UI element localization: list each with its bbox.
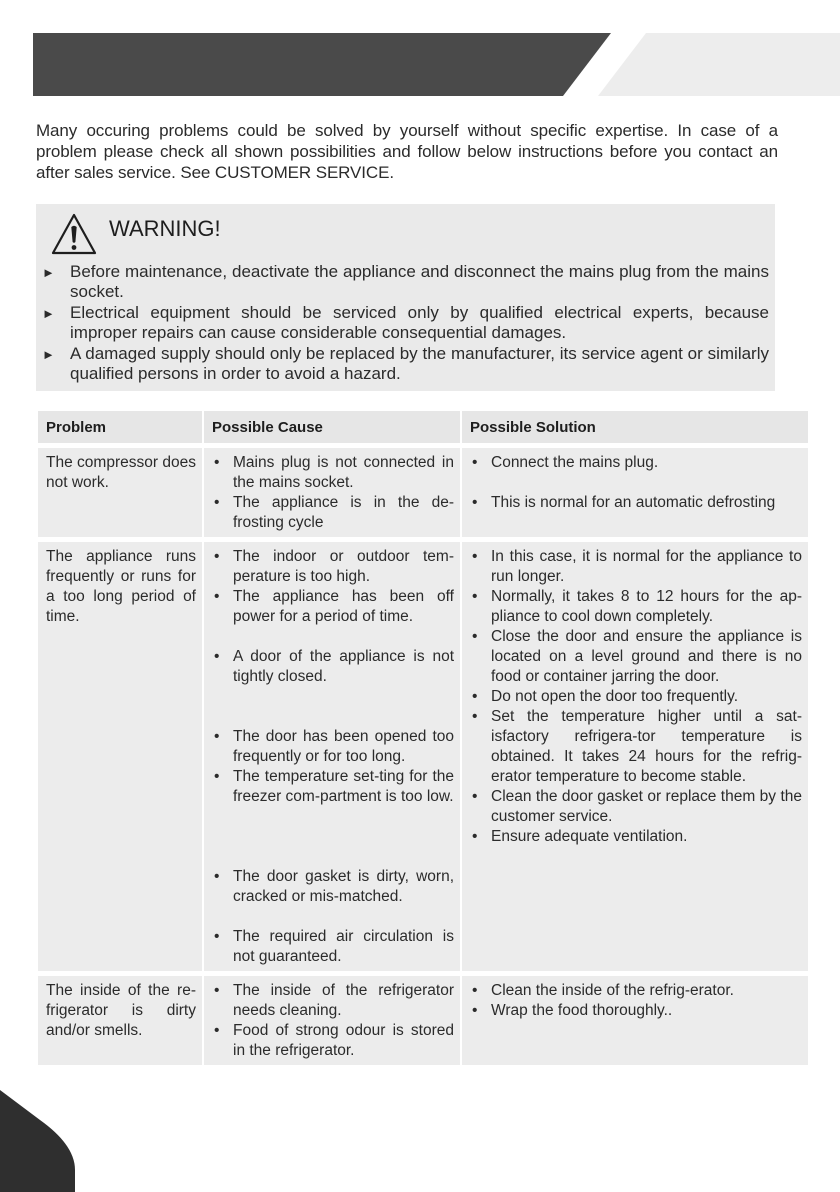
pointer-icon: ► <box>42 265 55 280</box>
header-banner-light <box>598 33 840 96</box>
warning-title: WARNING! <box>109 216 221 241</box>
cause-cell <box>204 448 460 537</box>
cause-cell <box>204 542 460 971</box>
cause-item: • The inside of the refrigerator needs cleaning. <box>214 982 454 1019</box>
warning-item <box>36 303 775 343</box>
column-header-cause: Possible Cause <box>204 411 460 443</box>
pointer-icon: ► <box>42 306 55 321</box>
solution-item: • Ensure adequate ventilation. <box>472 828 688 845</box>
solution-item: • Clean the door gasket or replace them by the customer service. <box>472 788 802 825</box>
table-row <box>38 976 808 1065</box>
cause-item: • The temperature set-ting for the freezer com-partment is too low. <box>214 768 454 805</box>
solution-item: • Normally, it takes 8 to 12 hours for the ap-pliance to cool down completely. <box>472 588 802 625</box>
cause-item: • Mains plug is not connected in the mains socket. <box>214 454 454 491</box>
solution-cell <box>462 448 808 537</box>
cause-item: • The appliance is in the de-frosting cycle <box>214 494 454 531</box>
cause-item: • The door has been opened too frequently or for too long. <box>214 728 454 765</box>
table-row <box>38 448 808 537</box>
solution-item: • Connect the mains plug. <box>472 454 659 471</box>
warning-item-text: Electrical equipment should be serviced only by qualified electrical experts, because improper repairs can cause considerable consequential damages. <box>70 303 769 342</box>
pointer-icon: ► <box>42 347 55 362</box>
header-banner-dark <box>33 33 611 96</box>
cause-cell <box>204 976 460 1065</box>
problem-cell: The appliance runs frequently or runs for a too long period of time. <box>38 542 202 971</box>
intro-paragraph: Many occuring problems could be solved by yourself without specific expertise. In case of a problem please check all shown possibilities and follow below instructions before you contact an after sales service. See CUSTOMER SERVICE. <box>36 121 778 182</box>
column-header-problem: Problem <box>38 411 202 443</box>
problem-cell: The compressor does not work. <box>38 448 202 537</box>
solution-item: • In this case, it is normal for the appliance to run longer. <box>472 548 802 585</box>
cause-item: • The door gasket is dirty, worn, cracked or mis-matched. <box>214 868 454 905</box>
solution-cell <box>462 976 808 1065</box>
warning-item-text: Before maintenance, deactivate the appliance and disconnect the mains plug from the mains socket. <box>70 262 769 301</box>
cause-item: • A door of the appliance is not tightly closed. <box>214 648 454 685</box>
problem-cell: The inside of the re-frigerator is dirty and/or smells. <box>38 976 202 1065</box>
solution-item: • Clean the inside of the refrig-erator. <box>472 982 734 999</box>
solution-item: • This is normal for an automatic defrosting <box>472 494 776 511</box>
warning-triangle-icon <box>50 212 98 256</box>
warning-list <box>36 262 775 385</box>
solution-item: • Do not open the door too frequently. <box>472 688 739 705</box>
cause-item: • The indoor or outdoor tem-perature is too high. <box>214 548 454 585</box>
troubleshooting-table <box>36 406 810 1070</box>
warning-box <box>36 204 775 391</box>
solution-item: • Set the temperature higher until a sat-isfactory refrigera-tor temperature is obtained. It takes 24 hours for the refrig-erator temperature to become stable. <box>472 708 802 785</box>
warning-item <box>36 344 775 384</box>
table-row <box>38 542 808 971</box>
warning-item-text: A damaged supply should only be replaced by the manufacturer, its service agent or similarly qualified persons in order to avoid a hazard. <box>70 344 769 383</box>
page-corner-tab <box>0 1090 75 1192</box>
table-header-row <box>38 411 808 443</box>
solution-item: • Wrap the food thoroughly.. <box>472 1002 673 1019</box>
cause-item: • Food of strong odour is stored in the refrigerator. <box>214 1022 454 1059</box>
cause-item: • The appliance has been off power for a period of time. <box>214 588 454 625</box>
column-header-solution: Possible Solution <box>462 411 808 443</box>
cause-item: • The required air circulation is not guaranteed. <box>214 928 454 965</box>
solution-cell <box>462 542 808 971</box>
solution-item: • Close the door and ensure the appliance is located on a level ground and there is no food or container jarring the door. <box>472 628 802 685</box>
warning-item <box>36 262 775 302</box>
